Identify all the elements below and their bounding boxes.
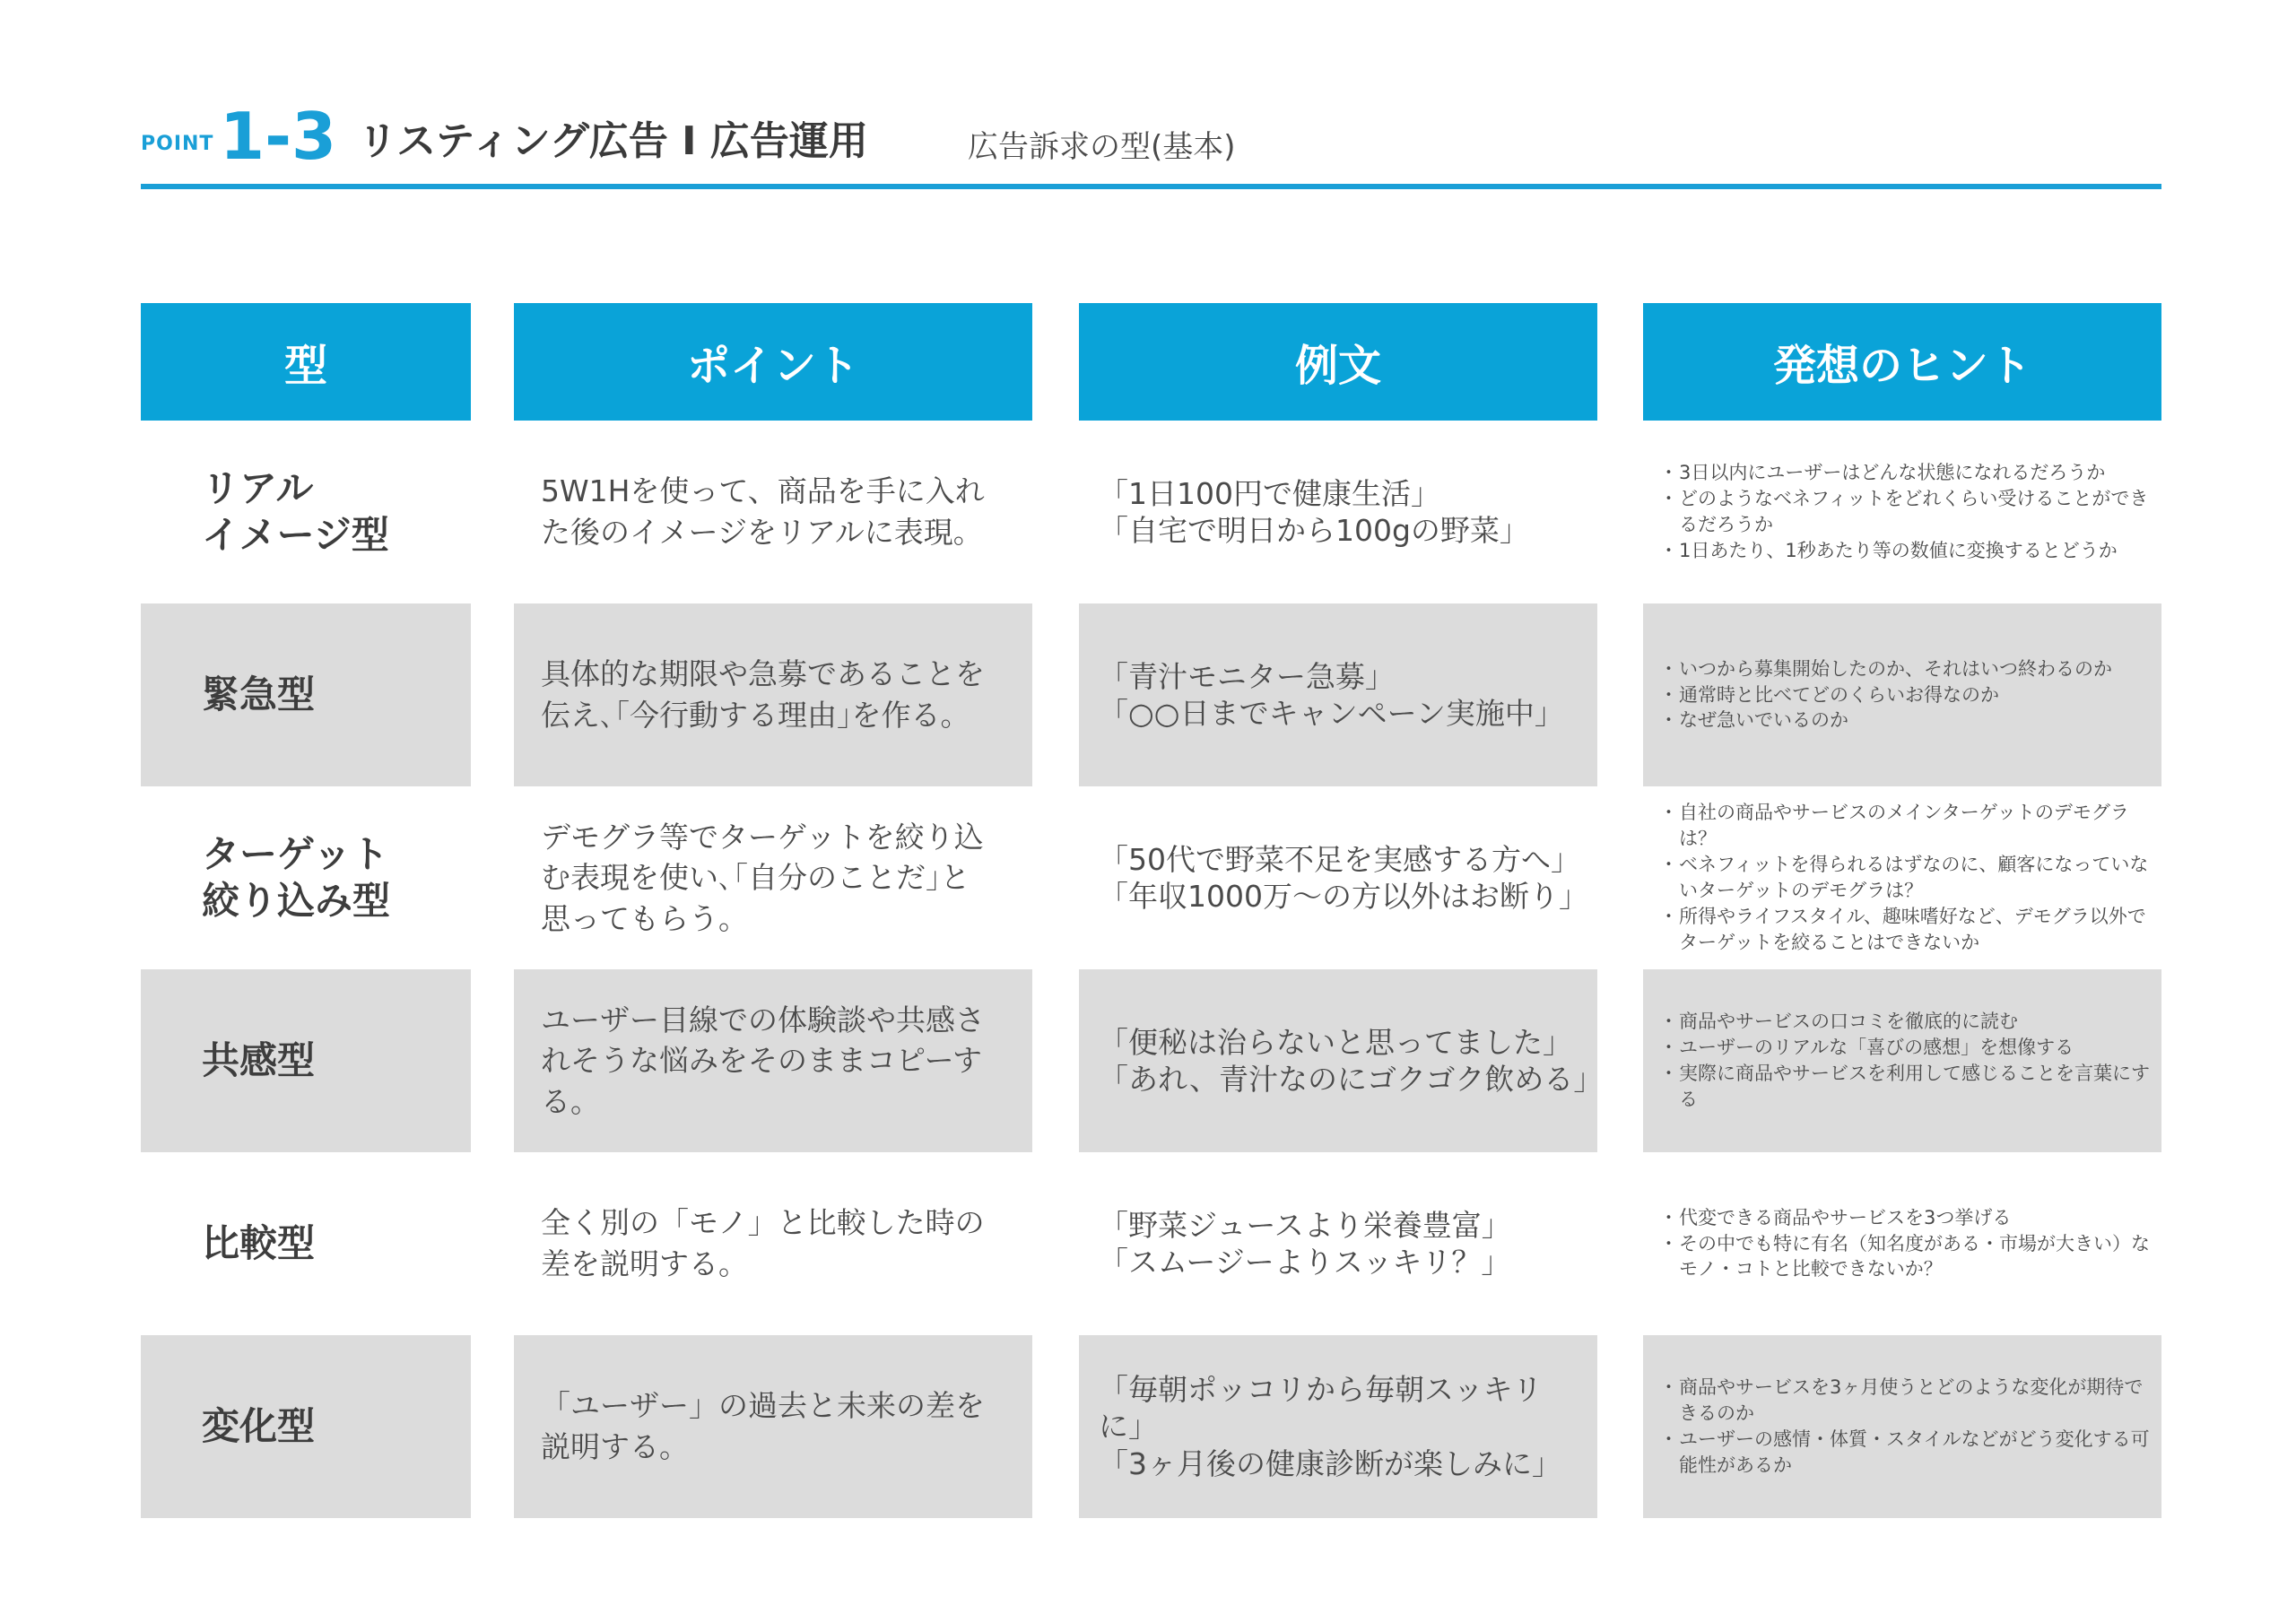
table-row (141, 603, 2161, 786)
hint-item: ・ 商品やサービスの口コミを徹底的に読む (1659, 1009, 2151, 1035)
type-cell (141, 421, 471, 603)
column-header-point: ポイント (514, 303, 1032, 421)
hint-list (1643, 1205, 2161, 1283)
hint-item: ・ どのようなベネフィットをどれくらい受けることができるだろうか (1659, 486, 2151, 538)
point-text: 全く別の「モノ」と比較した時の 差を説明する。 (541, 1205, 985, 1281)
example-cell (1079, 786, 1597, 969)
type-cell (141, 1335, 471, 1518)
hint-list (1643, 800, 2161, 956)
example-text: 「1日100円で健康生活」 「自宅で明日から100gの野菜」 (1099, 475, 1529, 548)
header-divider (141, 184, 2161, 189)
point-cell (514, 786, 1032, 969)
hint-item: ・ 通常時と比べてどのくらいお得なのか (1659, 682, 2112, 708)
type-label: 変化型 (202, 1403, 316, 1448)
table-row (141, 969, 2161, 1152)
page-header (141, 99, 2161, 181)
hint-item: ・ ユーザーの感情・体質・スタイルなどがどう変化する可能性があるか (1659, 1427, 2151, 1479)
table-row (141, 421, 2161, 603)
point-cell (514, 603, 1032, 786)
table-header-row (141, 303, 2161, 421)
hint-item: ・ なぜ急いでいるのか (1659, 707, 2112, 733)
point-cell (514, 421, 1032, 603)
hint-cell (1643, 1335, 2161, 1518)
point-cell (514, 969, 1032, 1152)
type-label: 共感型 (202, 1037, 316, 1082)
type-cell (141, 969, 471, 1152)
point-text: デモグラ等でターゲットを絞り込 む表現を使い､｢自分のことだ｣と 思ってもらう。 (541, 819, 984, 936)
hint-list (1643, 460, 2161, 564)
hint-cell (1643, 421, 2161, 603)
hint-item: ・ 代変できる商品やサービスを3つ挙げる (1659, 1205, 2151, 1231)
point-cell (514, 1335, 1032, 1518)
hint-cell (1643, 786, 2161, 969)
hint-item: ・ ベネフィットを得られるはずなのに、顧客になっていないターゲットのデモグラは？ (1659, 852, 2151, 904)
hint-item: ・ 1日あたり、1秒あたり等の数値に変換するとどうか (1659, 538, 2151, 564)
example-cell (1079, 1335, 1597, 1518)
point-text: 具体的な期限や急募であることを 伝え､｢今行動する理由｣を作る。 (541, 656, 985, 733)
example-text: 「野菜ジュースより栄養豊富」 「スムージーよりスッキリ？」 (1099, 1207, 1511, 1280)
column-header-example: 例文 (1079, 303, 1597, 421)
point-cell (514, 1152, 1032, 1335)
column-header-hint: 発想のヒント (1643, 303, 2161, 421)
hint-cell (1643, 603, 2161, 786)
hint-item: ・ 商品やサービスを3ヶ月使うとどのような変化が期待できるのか (1659, 1375, 2151, 1427)
type-cell (141, 786, 471, 969)
point-text: 「ユーザー」の過去と未来の差を 説明する。 (541, 1388, 985, 1464)
type-label: 緊急型 (202, 672, 316, 716)
point-text: 5W1Hを使って、商品を手に入れ た後のイメージをリアルに表現。 (541, 473, 985, 550)
type-label: 比較型 (202, 1220, 316, 1265)
table-row (141, 786, 2161, 969)
hint-item: ・ その中でも特に有名（知名度がある・市場が大きい）なモノ・コトと比較できないか？ (1659, 1231, 2151, 1283)
point-number: 1-3 (220, 99, 337, 174)
hint-item: ・ 実際に商品やサービスを利用して感じることを言葉にする (1659, 1061, 2151, 1113)
table-row (141, 1335, 2161, 1518)
page-subtitle: 広告訴求の型(基本) (968, 129, 1236, 165)
table-row (141, 1152, 2161, 1335)
type-label: ターゲット 絞り込み型 (202, 831, 391, 923)
example-text: 「50代で野菜不足を実感する方へ」 「年収1000万〜の方以外はお断り」 (1099, 841, 1588, 914)
example-cell (1079, 421, 1597, 603)
hint-cell (1643, 969, 2161, 1152)
type-label: リアル イメージ型 (202, 465, 389, 557)
hint-item: ・ ユーザーのリアルな「喜びの感想」を想像する (1659, 1035, 2151, 1061)
type-cell (141, 1152, 471, 1335)
hint-list (1643, 656, 2123, 734)
example-text: 「便秘は治らないと思ってました」 「あれ、青汁なのにゴクゴク飲める」 (1099, 1024, 1604, 1097)
type-cell (141, 603, 471, 786)
hint-list (1643, 1375, 2161, 1479)
hint-item: ・ 所得やライフスタイル、趣味嗜好など、デモグラ以外でターゲットを絞ることはできないか (1659, 904, 2151, 956)
point-text: ユーザー目線での体験談や共感さ れそうな悩みをそのままコピーす る。 (541, 1002, 985, 1119)
example-text: 「毎朝ポッコリから毎朝スッキリに」 「3ヶ月後の健康診断が楽しみに」 (1099, 1372, 1561, 1481)
hint-list (1643, 1009, 2161, 1113)
example-cell (1079, 1152, 1597, 1335)
hint-cell (1643, 1152, 2161, 1335)
page-title: リスティング広告 I 広告運用 (358, 118, 868, 164)
example-cell (1079, 969, 1604, 1152)
hint-item: ・ いつから募集開始したのか、それはいつ終わるのか (1659, 656, 2112, 682)
column-header-type: 型 (141, 303, 471, 421)
hint-item: ・ 自社の商品やサービスのメインターゲットのデモグラは？ (1659, 800, 2151, 852)
hint-item: ・ 3日以内にユーザーはどんな状態になれるだろうか (1659, 460, 2151, 486)
example-cell (1079, 603, 1597, 786)
example-text: 「青汁モニター急募」 「○○日までキャンペーン実施中」 (1099, 658, 1564, 731)
point-label: POINT (141, 133, 214, 155)
